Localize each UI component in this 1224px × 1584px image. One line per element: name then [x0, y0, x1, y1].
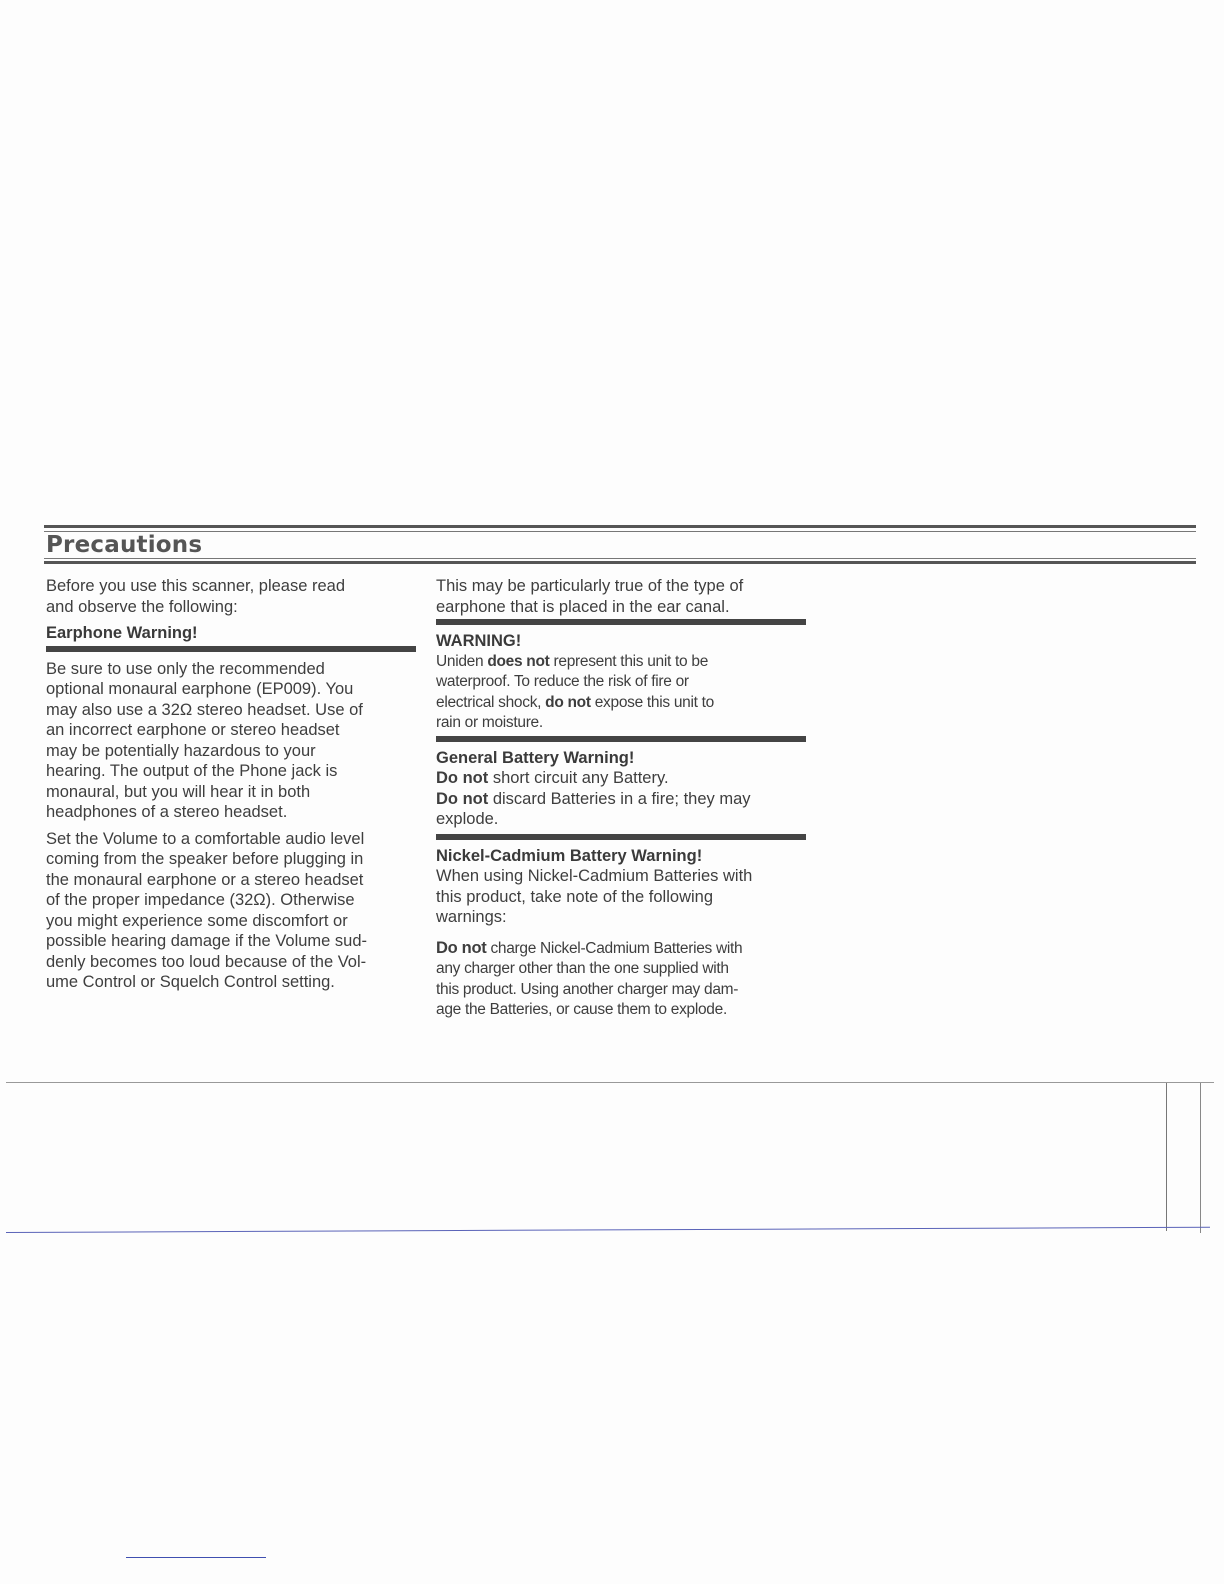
earphone-warning-rule — [46, 646, 416, 652]
earphone-warning-heading: Earphone Warning! — [46, 624, 198, 642]
fold-line-right-outer — [1200, 1083, 1201, 1233]
warning-text-1: Uniden — [436, 652, 488, 670]
fold-line-bottom — [6, 1227, 1210, 1233]
ink-mark-line — [126, 1557, 266, 1558]
warning-text-3: expose this unit to rain or moisture. — [436, 693, 714, 731]
earphone-warning-paragraph-1: Be sure to use only the recommended optional monaural earphone (EP009). You may also use a 32Ω stereo headset. Use of an incorrect earphone or stereo headset may be potentially hazardous to your hearing. The output of the Phone jack is monaural, but you will hear it in both headphones of a stereo headset. — [46, 659, 363, 821]
nicad-heading: Nickel-Cadmium Battery Warning! — [436, 846, 703, 865]
fold-line-top — [6, 1082, 1214, 1083]
right-column — [436, 576, 806, 1021]
intro-paragraph: Before you use this scanner, please read and observe the following: — [46, 577, 346, 616]
warning-text-2: represent this unit to be waterproof. To reduce the risk of fire or electrical shock, — [436, 652, 709, 711]
general-battery-heading: General Battery Warning! — [436, 748, 635, 767]
general-battery-text-1: short circuit any Battery. — [488, 769, 669, 787]
page-title: Precautions — [46, 532, 203, 558]
header-rule-top — [44, 525, 1196, 528]
general-battery-rule — [436, 736, 806, 742]
warning-paragraph — [436, 652, 806, 734]
general-battery-text-2: discard Batteries in a fire; they may explode. — [436, 789, 751, 828]
continuation-paragraph: This may be particularly true of the type of earphone that is placed in the ear canal. — [436, 577, 744, 616]
warning-bold-1: does not — [487, 652, 550, 670]
warning-heading: WARNING! — [436, 632, 522, 650]
general-battery-bold-1: Do not — [436, 769, 489, 787]
nicad-rule — [436, 834, 806, 840]
fold-line-right-inner — [1166, 1083, 1167, 1231]
nicad-text: charge Nickel-Cadmium Batteries with any charger other than the one supplied with this product. Using another charger may dam- age the Batteries, or cause them to explode. — [436, 939, 743, 1018]
nicad-bold: Do not — [436, 938, 487, 957]
general-battery-bold-2: Do not — [436, 789, 489, 808]
warning-bold-2: do not — [545, 693, 591, 711]
nicad-paragraph — [436, 938, 806, 1021]
header-rule-bottom — [44, 561, 1196, 564]
nicad-intro: When using Nickel-Cadmium Batteries with this product, take note of the following warnings: — [436, 867, 753, 926]
header-rule-bottom-thin — [44, 558, 1196, 559]
general-battery-line-1 — [436, 768, 806, 789]
header-rule-top-thin — [44, 531, 1196, 532]
left-column — [46, 576, 416, 993]
warning-rule-top — [436, 619, 806, 625]
general-battery-line-2 — [436, 789, 806, 830]
earphone-warning-paragraph-2: Set the Volume to a comfortable audio level coming from the speaker before plugging in the monaural earphone or a stereo headset of the proper impedance (32Ω). Otherwise you might experience some discomfort or possible hearing damage if the Volume sud- denly becomes too loud because of the Vol- ume Control or Squelch Control setting. — [46, 829, 368, 991]
